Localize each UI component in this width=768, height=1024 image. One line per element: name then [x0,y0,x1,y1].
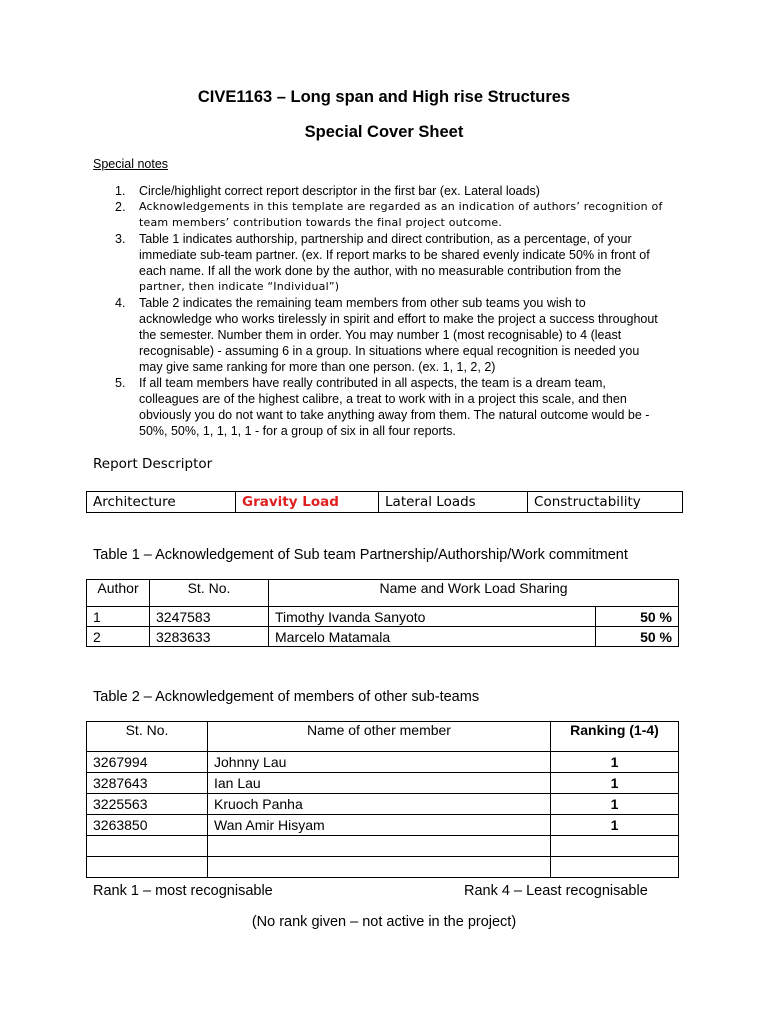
table2-st-no [87,836,208,857]
table2-name: Wan Amir Hisyam [208,815,551,836]
note-line: Table 2 indicates the remaining team members from other sub teams you wish to [139,296,586,310]
table1-share: 50 % [596,607,679,627]
note-line: each name. If all the work done by the author, with no measurable contribution from the [139,264,622,278]
table2-header-ranking: Ranking (1-4) [551,722,679,752]
table2-rank: 1 [551,815,679,836]
note-line: partner, then indicate “Individual”) [139,280,340,293]
table-row [87,815,679,836]
notes-heading: Special notes [93,157,169,171]
descriptor-lateral-loads[interactable]: Lateral Loads [379,492,528,513]
rank-legend-none: (No rank given – not active in the project) [251,914,517,930]
table1-share: 50 % [596,627,679,647]
table2 [86,721,679,878]
note-line: may give same ranking for more than one person. (ex. 1, 1, 2, 2) [139,360,496,374]
note-number: 4. [115,296,126,310]
note-line: acknowledge who works tirelessly in spirit and effort to make the project a success throughout [139,312,658,326]
table2-st-no: 3263850 [87,815,208,836]
note-number: 1. [115,184,126,198]
table2-st-no: 3225563 [87,794,208,815]
descriptor-architecture[interactable]: Architecture [87,492,236,513]
note-item [93,375,693,439]
note-item [93,231,693,295]
report-descriptor-heading: Report Descriptor [93,456,213,472]
note-number: 5. [115,376,126,390]
table2-caption: Table 2 – Acknowledgement of members of other sub-teams [93,689,480,705]
table2-st-no: 3267994 [87,752,208,773]
table2-rank [551,857,679,878]
note-line: colleagues are of the highest calibre, a treat to work with in a project this scale, and then [139,392,627,406]
table1-st-no: 3247583 [150,607,269,627]
table-row [87,607,679,627]
note-number: 2. [115,200,126,214]
table1-author: 1 [87,607,150,627]
note-line: Acknowledgements in this template are regarded as an indication of authors’ recognition of [139,200,663,213]
note-number: 3. [115,232,126,246]
descriptor-constructability[interactable]: Constructability [528,492,683,513]
table1-header-name: Name and Work Load Sharing [269,580,679,607]
note-line: the semester. Number them in order. You may number 1 (most recognisable) to 4 (least [139,328,622,342]
table-row [87,857,679,878]
table1-name: Timothy Ivanda Sanyoto [269,607,596,627]
table2-name [208,857,551,878]
table1-header-author: Author [87,580,150,607]
table2-header-st-no: St. No. [87,722,208,752]
note-line: 50%, 50%, 1, 1, 1, 1 - for a group of six in all four reports. [139,424,456,438]
report-descriptor-bar [86,491,683,513]
rank-legend-least: Rank 4 – Least recognisable [464,883,648,899]
note-item [93,199,693,231]
note-line: immediate sub-team partner. (ex. If report marks to be shared evenly indicate 50% in front of [139,248,650,262]
document-subtitle: Special Cover Sheet [304,123,464,141]
table-row [87,752,679,773]
table1-st-no: 3283633 [150,627,269,647]
table2-rank [551,836,679,857]
table2-name: Ian Lau [208,773,551,794]
note-line: Table 1 indicates authorship, partnership and direct contribution, as a percentage, of your [139,232,632,246]
table-row [87,773,679,794]
table1 [86,579,679,647]
note-line: Circle/highlight correct report descriptor in the first bar (ex. Lateral loads) [139,184,540,198]
descriptor-gravity-load[interactable]: Gravity Load [236,492,379,513]
table2-rank: 1 [551,752,679,773]
table-row [87,836,679,857]
table-row [87,627,679,647]
table2-rank: 1 [551,773,679,794]
table2-name: Kruoch Panha [208,794,551,815]
table2-rank: 1 [551,794,679,815]
table1-caption: Table 1 – Acknowledgement of Sub team Partnership/Authorship/Work commitment [93,547,628,563]
note-line: If all team members have really contributed in all aspects, the team is a dream team, [139,376,606,390]
rank-legend-most: Rank 1 – most recognisable [93,883,273,899]
note-line: team members’ contribution towards the final project outcome. [139,216,503,229]
table2-st-no: 3287643 [87,773,208,794]
note-line: recognisable) - assuming 6 in a group. In situations where equal recognition is needed you [139,344,640,358]
table1-name: Marcelo Matamala [269,627,596,647]
notes-list [93,183,693,439]
table2-header-name: Name of other member [208,722,551,752]
table2-name: Johnny Lau [208,752,551,773]
table1-header-st-no: St. No. [150,580,269,607]
table2-name [208,836,551,857]
note-line: obviously you do not want to take anything away from them. The natural outcome would be - [139,408,650,422]
table-row [87,794,679,815]
note-item [93,183,693,199]
note-item [93,295,693,375]
table2-st-no [87,857,208,878]
document-title: CIVE1163 – Long span and High rise Structures [197,88,571,106]
table1-author: 2 [87,627,150,647]
